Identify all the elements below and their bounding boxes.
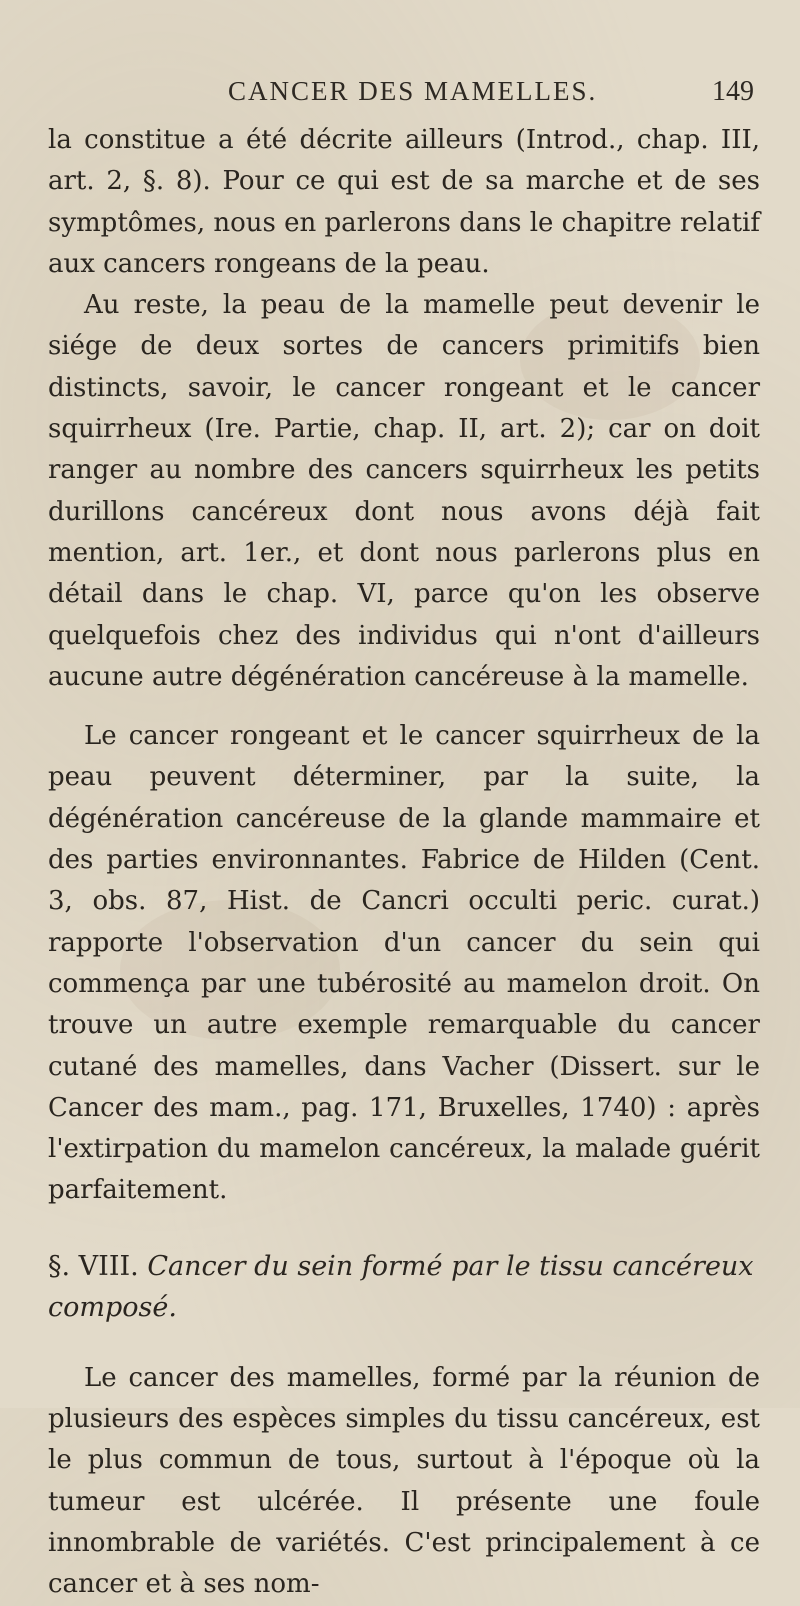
section-number: §. VIII. [48, 1250, 139, 1282]
section-heading-line2 [48, 1287, 760, 1328]
paragraph: Le cancer rongeant et le cancer squirrheux de la peau peuvent déterminer, par la suite, la dégénération cancéreuse de la glande mammaire et des parties environnantes. Fabrice de Hilden (Cent. 3, obs. 87, Hist. de Cancri occulti peric. curat.) rapporte l'observation d'un cancer du sein qui commença par une tubérosité au mamelon droit. On trouve un autre exemple remarquable du cancer cutané des mamelles, dans Vacher (Dissert. sur le Cancer des mam., pag. 171, Bruxelles, 1740) : après l'extirpation du mamelon cancéreux, la malade guérit parfaitement. [48, 721, 760, 1206]
section-heading [48, 1246, 760, 1287]
paragraph: Au reste, la peau de la mamelle peut devenir le siége de deux sortes de cancers primitifs bien distincts, savoir, le cancer rongeant et le cancer squirrheux (Ire. Partie, chap. II, art. 2); car on doit ranger au nombre des cancers squirrheux les petits durillons cancéreux dont nous avons déjà fait mention, art. 1er., et dont nous parlerons plus en détail dans le chap. VI, parce qu'on les observe quelquefois chez des individus qui n'ont d'ailleurs aucune autre dégénération cancéreuse à la mamelle. [48, 290, 760, 692]
page-number: 149 [712, 76, 754, 107]
body-text [48, 120, 760, 1606]
paragraph: Le cancer des mamelles, formé par la réunion de plusieurs des espèces simples du tissu cancéreux, est le plus commun de tous, surtout à l'époque où la tumeur est ulcérée. Il présente une foule innombrable de variétés. C'est principalement à ce cancer et à ses nom- [48, 1362, 760, 1600]
section-title-line2: composé. [48, 1291, 177, 1323]
running-head [48, 76, 760, 116]
paragraph-continued: la constitue a été décrite ailleurs (Introd., chap. III, art. 2, §. 8). Pour ce qui est de sa marche et de ses symptômes, nous en parlerons dans le chapitre relatif aux cancers rongeans de la peau. [48, 125, 760, 279]
running-title: CANCER DES MAMELLES. [228, 76, 598, 106]
section-title-line1: Cancer du sein formé par le tissu cancéreux [147, 1250, 754, 1282]
